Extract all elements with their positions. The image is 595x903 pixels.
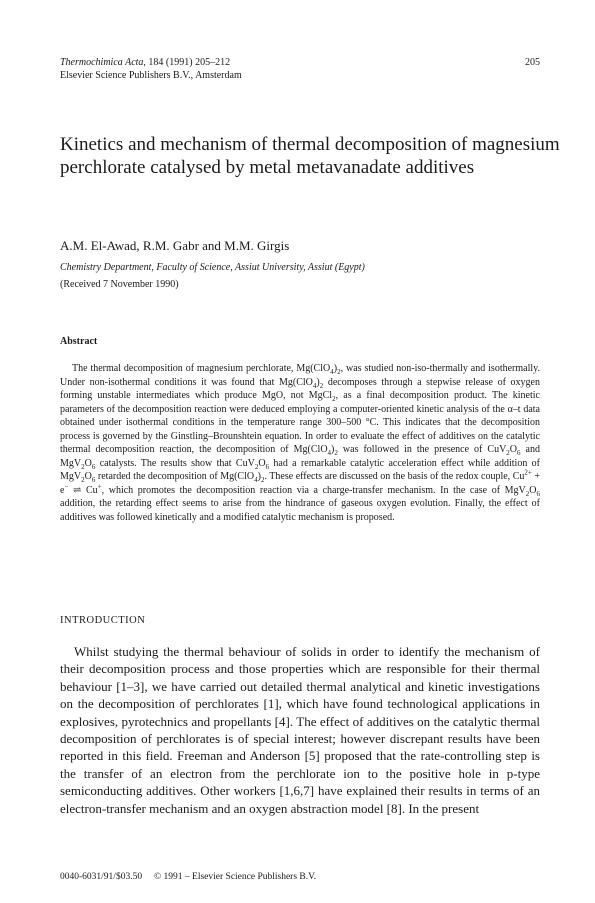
- affiliation: Chemistry Department, Faculty of Science, Assiut University, Assiut (Egypt): [60, 262, 365, 273]
- article-title: Kinetics and mechanism of thermal decomposition of magnesium perchlorate catalysed by metal metavanadate additives: [60, 134, 560, 178]
- page-number: 205: [525, 57, 540, 68]
- running-header: [60, 56, 540, 82]
- abstract-heading: Abstract: [60, 336, 98, 347]
- introduction-heading: INTRODUCTION: [60, 615, 146, 626]
- copyright-footer: 0040-6031/91/$03.50 © 1991 – Elsevier Science Publishers B.V.: [60, 872, 317, 882]
- citation-details: 184 (1991) 205–212: [145, 57, 231, 68]
- journal-name: Thermochimica Acta,: [60, 57, 146, 68]
- journal-citation: [60, 56, 540, 69]
- received-date: (Received 7 November 1990): [60, 279, 179, 290]
- abstract-text: The thermal decomposition of magnesium perchlorate, $Mg(ClO_4)_2$, was studied non-iso-thermally and isothermally. Under non-isothermal conditions it was found that $Mg(ClO_4)_2$ decomposes through a stepwise release of oxygen forming unstable intermediates which produce MgO, not MgCl$_2$, as a final decomposition product. The kinetic parameters of the decomposition reaction were deduced employing a computer-oriented kinetic analysis of the α–t data obtained under isothermal conditions in the temperature range 300–500 °C. This indicates that the decomposition process is governed by the Ginstling–Brounshtein equation. In order to evaluate the effect of additives on the catalytic thermal decomposition reaction, the decomposition of $Mg(ClO_4)_2$ was followed in the presence of $CuV_2O_6$ and $MgV_2O_6$ catalysts. The results show that $CuV_2O_6$ had a remarkable catalytic acceleration effect while addition of $MgV_2O_6$ retarded the decomposition of $Mg(ClO_4)_2$. These effects are discussed on the basis of the redox couple, $Cu^{2+} + e^-$ ⇌ Cu+, which promotes the decomposition reaction via a charge-transfer mechanism. In the case of $MgV_2O_6$ addition, the retarding effect seems to arise from the hindrance of gaseous oxygen evolution. Finally, the effect of additives was followed kinetically and a modified catalytic mechanism is proposed.: [60, 363, 540, 523]
- authors: A.M. El-Awad, R.M. Gabr and M.M. Girgis: [60, 238, 290, 253]
- introduction-text: Whilst studying the thermal behaviour of solids in order to identify the mechanism of their decomposition process and those properties which are responsible for their thermal behaviour [1–3], we have carried out detailed thermal analytical and kinetic investigations on the decomposition of perchlorates [1], which have found technological applications in explosives, pyrotechnics and propellants [4]. The effect of additives on the catalytic thermal decomposition of perchlorates is of special interest; however discrepant results have been reported in this field. Freeman and Anderson [5] proposed that the rate-controlling step is the transfer of an electron from the perchlorate ion to the positive hole in p-type semiconducting additives. Other workers [1,6,7] have explained their results in terms of an electron-transfer mechanism and an oxygen abstraction model [8]. In the present: [60, 644, 540, 816]
- publisher-line: Elsevier Science Publishers B.V., Amsterdam: [60, 70, 242, 81]
